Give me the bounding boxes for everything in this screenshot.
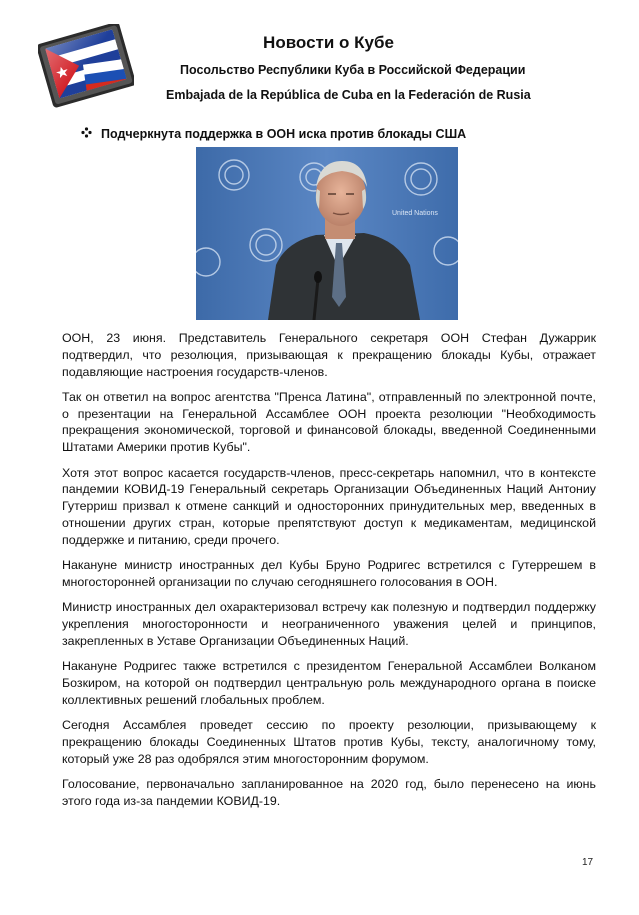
article-paragraph: Сегодня Ассамблея проведет сессию по проекту резолюции, призывающему к прекращению блокады Соединенных Штатов против Кубы, тексту, аналогичному тому, который уже 28 раз одобрялся этим многосторонним форумом. (62, 717, 596, 766)
article-paragraph: Голосование, первоначально запланированное на 2020 год, было перенесено на июнь этого года из-за пандемии КОВИД-19. (62, 776, 596, 808)
article-paragraph: Так он ответил на вопрос агентства "Пренса Латина", отправленный по электронной почте, о презентации на Генеральной Ассамблее ООН проекта резолюции "Необходимость прекращения экономической, торговой и финансовой блокады, введенной Соединенными Штатами Америки против Кубы". (62, 389, 596, 455)
article-paragraph: Министр иностранных дел охарактеризовал встречу как полезную и подтвердил поддержку укрепления многосторонности и неограниченного уважения целей и принципов, закрепленных в Уставе Организации Объединенных Наций. (62, 600, 596, 648)
headline-text: Подчеркнута поддержка в ООН иска против блокады США (101, 127, 467, 141)
page-number: 17 (582, 857, 594, 868)
article-headline (81, 127, 466, 141)
embassy-name-es: Embajada de la República de Cuba en la Federación de Rusia (166, 88, 531, 102)
article-paragraph: Хотя этот вопрос касается государств-членов, пресс-секретарь напомнил, что в контексте пандемии КОВИД-19 Генеральный секретарь Организации Объединенных Наций Антониу Гутерриш призвал к отмене санкций и односторонних принудительных мер, введенных в отношении других стран, которые препятствуют доступ к медикаментам, медицинской поддержке и питанию, среди прочего. (62, 465, 596, 547)
diamond-bullet-icon (81, 127, 91, 141)
embassy-name-ru: Посольство Республики Куба в Российской Федерации (180, 63, 526, 77)
article-paragraph: ООН, 23 июня. Представитель Генерального секретаря ООН Стефан Дужаррик подтвердил, что резолюция, призывающая к прекращению блокады Кубы, отражает подавляющие настроения государств-членов. (62, 331, 596, 379)
article-body (62, 330, 596, 818)
page-title: Новости о Кубе (263, 33, 394, 52)
press-briefing-photo (196, 147, 458, 320)
article-paragraph: Накануне министр иностранных дел Кубы Бруно Родригес встретился с Гутеррешем в многосторонней организации по случаю сегодняшнего голосования в ООН. (62, 558, 596, 589)
article-paragraph: Накануне Родригес также встретился с президентом Генеральной Ассамблеи Волканом Бозкиром, на которой он подтвердил центральную роль международного органа в поиске коллективных решений глобальных проблем. (62, 659, 596, 707)
backdrop-text: United Nations (392, 210, 438, 217)
